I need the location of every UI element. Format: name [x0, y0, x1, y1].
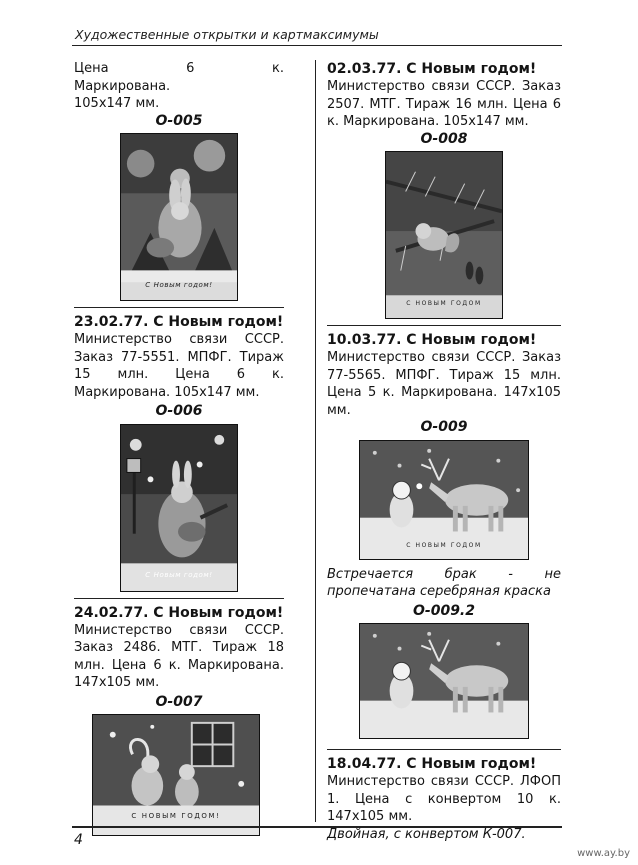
entry-note: Двойная, с конвертом К-007.: [327, 826, 526, 842]
entry-separator: [327, 325, 561, 326]
card-code-o006: О-006: [155, 403, 203, 419]
misprint-note: Встречается брак - не пропечатана серебряная краска: [327, 566, 561, 599]
header-rule: [72, 45, 562, 46]
entry-title: 24.02.77. С Новым годом!: [74, 604, 284, 621]
bunny-guitar-illustration: [121, 425, 237, 591]
entry-description: Министерство связи СССР. Заказ 2486. МТГ. Тираж 18 млн. Цена 6 к. Маркирована. 147x105 мм.: [74, 622, 284, 690]
card-caption: С НОВЫМ ГОДОМ: [406, 299, 482, 307]
squirrel-branch-illustration: [386, 152, 502, 318]
column-divider: [315, 60, 316, 822]
card-code-o008: О-008: [420, 130, 468, 147]
card-caption: С Новым годом!: [145, 280, 213, 289]
watermark: www.ay.by: [577, 848, 630, 859]
postcard-image-o006: [120, 424, 238, 592]
entry-title: 02.03.77. С Новым годом!: [327, 61, 537, 77]
postcard-image-o005: [120, 133, 238, 301]
reindeer-child-variant-illustration: [360, 624, 528, 738]
entry-description: Министерство связи СССР. Заказ 77-5565. МПФГ. Тираж 15 млн. Цена 5 к. Маркирована. 147x105 мм.: [327, 350, 561, 418]
page-number: 4: [74, 832, 83, 848]
card-caption: С НОВЫМ ГОДОМ!: [131, 811, 221, 820]
card-caption: С Новым годом!: [145, 571, 213, 579]
entry-description: Министерство связи СССР. Заказ 77-5551. МПФГ. Тираж 15 млн. Цена 6 к. Маркирована. 105x147 мм.: [74, 332, 284, 400]
card-code-o009-2: О-009.2: [413, 602, 475, 619]
postcard-image-o008: [385, 151, 503, 319]
card-code-o009: О-009: [420, 419, 468, 435]
entry-separator: [74, 307, 284, 308]
entry-description: Министерство связи СССР. ЛФОП 1. Цена с конвертом 10 к. 147x105 мм.: [327, 774, 561, 824]
entry-description: Министерство связи СССР. Заказ 2507. МТГ. Тираж 16 млн. Цена 6 к. Маркирована. 105x147 мм.: [327, 79, 561, 129]
postcard-image-o007: [92, 714, 260, 836]
entry-title: 23.02.77. С Новым годом!: [74, 314, 284, 330]
entry-title: 10.03.77. С Новым годом!: [327, 332, 537, 348]
entry-title: 18.04.77. С Новым годом!: [327, 756, 537, 772]
right-column: [327, 60, 561, 843]
entry-separator: [327, 749, 561, 750]
postcard-image-o009: [359, 440, 529, 560]
card-code-o005: О-005: [155, 112, 203, 129]
card-code-o007: О-007: [155, 693, 203, 710]
running-header: Художественные открытки и картмаксимумы: [75, 27, 379, 42]
left-column: [74, 60, 284, 836]
continued-text-line-2: 105x147 мм.: [74, 96, 160, 111]
card-caption: С НОВЫМ ГОДОМ: [406, 542, 482, 549]
footer-rule: [72, 826, 562, 828]
entry-separator: [74, 598, 284, 599]
hare-forest-illustration: [121, 134, 237, 300]
postcard-image-o009-2: [359, 623, 529, 739]
continued-text-line-1: Цена 6 к. Маркирована.: [74, 61, 284, 94]
